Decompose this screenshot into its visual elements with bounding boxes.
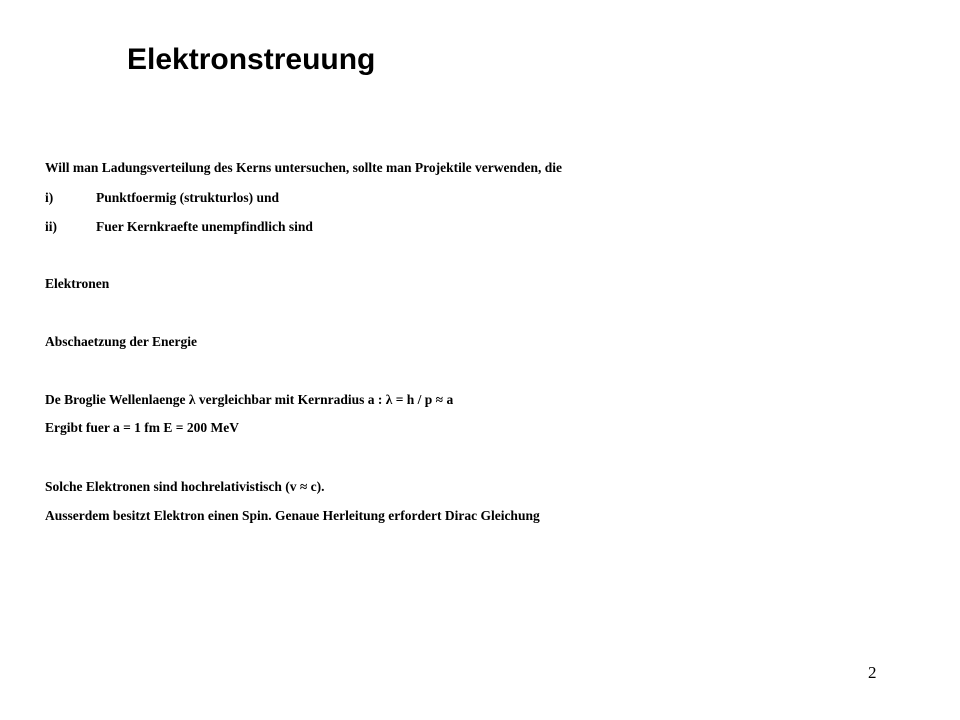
list-item-1-text: Punktfoermig (strukturlos) und xyxy=(96,190,280,205)
energy-result-text: Ergibt fuer a = 1 fm E = 200 MeV xyxy=(45,420,239,435)
list-item-1 xyxy=(45,189,279,207)
relativistic-text: Solche Elektronen sind hochrelativistisch (v ≈ c). xyxy=(45,479,325,494)
abschaetzung-heading: Abschaetzung der Energie xyxy=(45,334,197,349)
spin-text: Ausserdem besitzt Elektron einen Spin. Genaue Herleitung erfordert Dirac Gleichung xyxy=(45,508,540,523)
list-item-2-text: Fuer Kernkraefte unempfindlich sind xyxy=(96,219,313,234)
list-item-2 xyxy=(45,218,313,236)
de-broglie-text: De Broglie Wellenlaenge λ vergleichbar mit Kernradius a : λ = h / p ≈ a xyxy=(45,392,454,407)
page-number: 2 xyxy=(868,663,877,682)
list-item-2-marker: ii) xyxy=(45,219,57,234)
slide-title: Elektronstreuung xyxy=(127,43,376,76)
list-item-1-marker: i) xyxy=(45,190,54,205)
intro-text: Will man Ladungsverteilung des Kerns untersuchen, sollte man Projektile verwenden, die xyxy=(45,160,563,175)
elektronen-text: Elektronen xyxy=(45,276,110,291)
